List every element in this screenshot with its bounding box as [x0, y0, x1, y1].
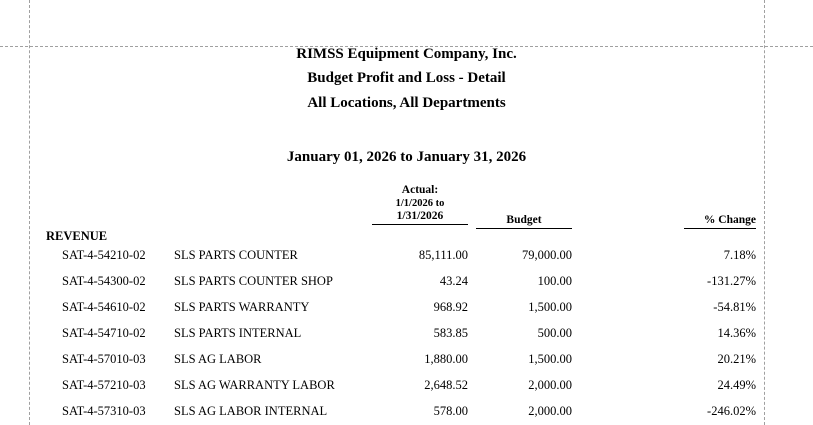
account-description: SLS PARTS INTERNAL — [174, 326, 302, 340]
percent-change: 14.36% — [717, 326, 756, 340]
budget-amount: 2,000.00 — [528, 404, 572, 418]
column-header-change: % Change — [684, 214, 756, 229]
account-number: SAT-4-57210-03 — [62, 378, 146, 392]
account-number: SAT-4-57010-03 — [62, 352, 146, 366]
report-title: Budget Profit and Loss - Detail — [307, 70, 506, 86]
actual-amount: 968.92 — [433, 300, 468, 314]
company-name: RIMSS Equipment Company, Inc. — [296, 46, 517, 62]
actual-amount: 2,648.52 — [424, 378, 468, 392]
budget-amount: 100.00 — [537, 274, 572, 288]
actual-amount: 583.85 — [433, 326, 468, 340]
table-row — [0, 352, 813, 368]
account-number: SAT-4-54210-02 — [62, 248, 146, 262]
section-heading-revenue: REVENUE — [46, 229, 108, 243]
actual-amount: 43.24 — [439, 274, 468, 288]
percent-change: 7.18% — [723, 248, 756, 262]
percent-change: -54.81% — [713, 300, 756, 314]
account-number: SAT-4-54610-02 — [62, 300, 146, 314]
account-number: SAT-4-57310-03 — [62, 404, 146, 418]
table-row — [0, 274, 813, 290]
account-description: SLS PARTS COUNTER — [174, 248, 298, 262]
account-description: SLS AG WARRANTY LABOR — [174, 378, 335, 392]
column-header-budget: Budget — [476, 214, 572, 229]
percent-change: -131.27% — [707, 274, 756, 288]
table-row — [0, 404, 813, 420]
budget-amount: 500.00 — [537, 326, 572, 340]
percent-change: 20.21% — [717, 352, 756, 366]
budget-amount: 2,000.00 — [528, 378, 572, 392]
budget-amount: 79,000.00 — [522, 248, 572, 262]
table-row — [0, 326, 813, 342]
actual-header-line2: 1/1/2026 to — [395, 198, 445, 209]
report-period: January 01, 2026 to January 31, 2026 — [286, 149, 527, 165]
account-number: SAT-4-54300-02 — [62, 274, 146, 288]
actual-amount: 578.00 — [433, 404, 468, 418]
table-row — [0, 300, 813, 316]
actual-amount: 85,111.00 — [418, 248, 468, 262]
percent-change: -246.02% — [707, 404, 756, 418]
account-number: SAT-4-54710-02 — [62, 326, 146, 340]
budget-amount: 1,500.00 — [528, 352, 572, 366]
table-row — [0, 248, 813, 264]
actual-header-line1: Actual: — [401, 184, 439, 196]
actual-header-line3: 1/31/2026 — [396, 210, 444, 222]
table-row — [0, 378, 813, 394]
account-description: SLS AG LABOR — [174, 352, 262, 366]
column-header-actual — [372, 184, 468, 225]
account-description: SLS PARTS COUNTER SHOP — [174, 274, 333, 288]
percent-change: 24.49% — [717, 378, 756, 392]
account-description: SLS AG LABOR INTERNAL — [174, 404, 328, 418]
account-description: SLS PARTS WARRANTY — [174, 300, 310, 314]
budget-amount: 1,500.00 — [528, 300, 572, 314]
actual-amount: 1,880.00 — [424, 352, 468, 366]
report-scope: All Locations, All Departments — [307, 95, 506, 111]
